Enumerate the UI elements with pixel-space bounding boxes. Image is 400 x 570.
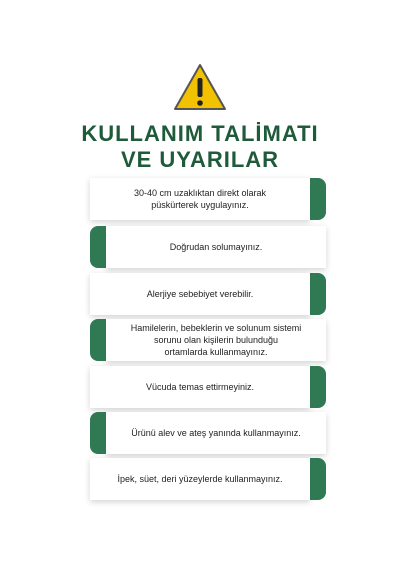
instruction-text-1: 30-40 cm uzaklıktan direkt olarak püskürterek uygulayınız.: [133, 188, 267, 210]
instruction-text-5: Vücuda temas ettirmeyiniz.: [145, 382, 255, 392]
instruction-card-4: [106, 319, 326, 361]
page-title-line-1: KULLANIM TALİMATI: [81, 121, 319, 146]
warning-icon: [173, 62, 227, 112]
instruction-text-7: İpek, süet, deri yüzeylerde kullanmayınız.: [117, 474, 283, 484]
green-tab-3: [310, 273, 326, 315]
instruction-card-5: [90, 366, 310, 408]
green-tab-7: [310, 458, 326, 500]
instruction-text-2: Doğrudan solumayınız.: [169, 242, 263, 252]
instruction-text-6: Ürünü alev ve ateş yanında kullanmayınız.: [131, 428, 301, 438]
green-tab-2: [90, 226, 106, 268]
green-tab-6: [90, 412, 106, 454]
instruction-card-3: [90, 273, 310, 315]
instruction-text-3: Alerjiye sebebiyet verebilir.: [146, 289, 254, 299]
page-title-line-2: VE UYARILAR: [120, 147, 280, 172]
green-tab-1: [310, 178, 326, 220]
instruction-card-2: [106, 226, 326, 268]
instruction-text-4: Hamilelerin, bebeklerin ve solunum sistemi sorunu olan kişilerin bulunduğu ortamlarda kullanmayınız.: [130, 323, 302, 357]
green-tab-5: [310, 366, 326, 408]
instruction-card-6: [106, 412, 326, 454]
instruction-card-1: [90, 178, 310, 220]
green-tab-4: [90, 319, 106, 361]
instruction-card-7: [90, 458, 310, 500]
